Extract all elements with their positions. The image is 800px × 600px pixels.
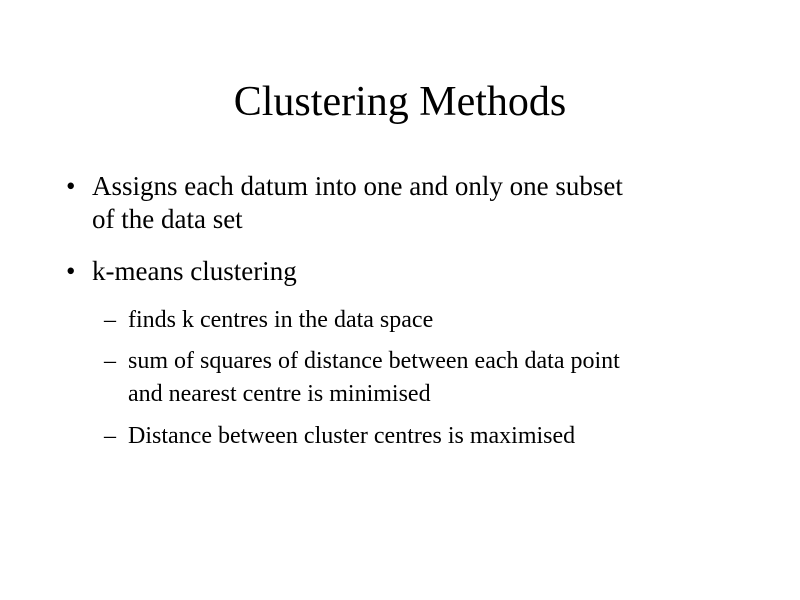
sub-bullet-finds-centres	[104, 304, 764, 340]
bullet-marker: •	[66, 256, 76, 286]
sub-bullet-sum-of-squares	[104, 345, 764, 413]
bullet-text-line: k-means clustering	[92, 256, 297, 286]
sub-bullet-text-line: Distance between cluster centres is maximised	[128, 423, 576, 449]
sub-bullet-marker: –	[104, 307, 116, 333]
sub-bullet-text-line: finds k centres in the data space	[128, 307, 434, 333]
sub-bullet-marker: –	[104, 423, 116, 449]
bullet-text-line: Assigns each datum into one and only one subset	[92, 171, 623, 201]
sub-bullet-marker: –	[104, 348, 116, 374]
sub-bullet-text	[128, 420, 575, 453]
sub-bullet-text-line: sum of squares of distance between each data point	[128, 348, 620, 374]
sub-bullet-text-line: and nearest centre is minimised	[128, 381, 431, 407]
sub-bullet-text	[128, 345, 620, 411]
bullet-text	[92, 170, 623, 236]
bullet-text-line: of the data set	[92, 204, 243, 234]
bullet-marker: •	[66, 171, 76, 201]
bullet-assigns-datum	[66, 170, 766, 240]
sub-bullet-text	[128, 304, 433, 337]
sub-bullet-distance-between-centres	[104, 420, 764, 456]
bullet-k-means	[66, 255, 766, 291]
slide-title: Clustering Methods	[233, 79, 567, 125]
bullet-text	[92, 255, 297, 288]
